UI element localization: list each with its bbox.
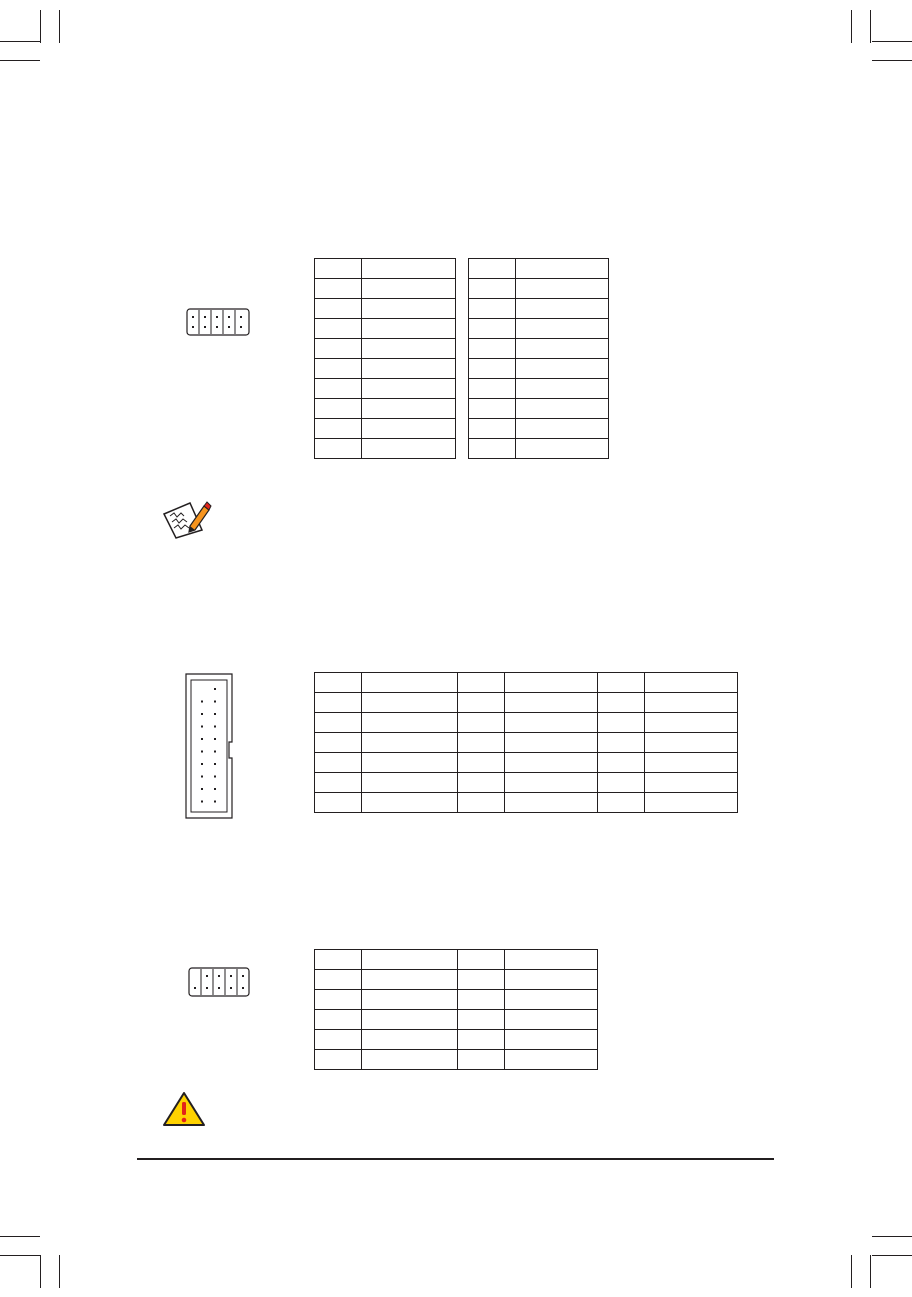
pin-definition-cell <box>505 773 598 793</box>
pin-definition-cell <box>645 753 738 773</box>
pin-number-cell <box>315 439 362 459</box>
pin-number-cell <box>469 279 516 299</box>
pin-definition-cell <box>362 970 458 990</box>
pin-header-2x10-diagram <box>184 672 234 820</box>
pin-number-cell <box>315 950 362 970</box>
header-pin <box>201 701 203 703</box>
pin-number-cell <box>458 1010 505 1030</box>
pin-definition-cell <box>505 1050 598 1070</box>
pin-number-cell <box>315 399 362 419</box>
pin-number-cell <box>458 990 505 1010</box>
pin-definition-cell <box>505 693 598 713</box>
pin-number-cell <box>315 793 362 813</box>
pin-number-cell <box>315 319 362 339</box>
pin-number-cell <box>598 733 645 753</box>
pin-number-cell <box>598 753 645 773</box>
pin-number-cell <box>598 793 645 813</box>
pin-definition-cell <box>516 439 609 459</box>
pin-number-cell <box>315 259 362 279</box>
pin-number-cell <box>458 1050 505 1070</box>
pin-definition-cell <box>362 713 458 733</box>
pin-definition-cell <box>645 733 738 753</box>
pin-definition-cell <box>505 1010 598 1030</box>
pin-definition-cell <box>516 259 609 279</box>
pin-definition-cell <box>362 279 456 299</box>
header-pin <box>214 788 216 790</box>
pin-definition-cell <box>645 773 738 793</box>
pin-definition-cell <box>362 1030 458 1050</box>
pin-table-right <box>468 258 609 459</box>
table-row <box>469 419 609 439</box>
pin-definition-cell <box>516 319 609 339</box>
pin-definition-cell <box>362 773 458 793</box>
pin-number-cell <box>469 319 516 339</box>
table-row <box>315 279 456 299</box>
table-row <box>469 439 609 459</box>
table-row <box>315 399 456 419</box>
pin-number-cell <box>469 439 516 459</box>
pin-definition-cell <box>505 713 598 733</box>
pin-definition-cell <box>516 299 609 319</box>
table-row <box>315 773 738 793</box>
pin-number-cell <box>458 950 505 970</box>
table-row <box>469 399 609 419</box>
warning-triangle-icon <box>161 1090 207 1128</box>
pin-definition-cell <box>516 419 609 439</box>
pin-number-cell <box>458 773 505 793</box>
note-pencil-icon <box>160 500 212 540</box>
table-row <box>315 319 456 339</box>
table-row <box>469 279 609 299</box>
header-pin <box>201 763 203 765</box>
pin-number-cell <box>458 793 505 813</box>
table-row <box>315 753 738 773</box>
pin-definition-cell <box>362 793 458 813</box>
pin-number-cell <box>315 279 362 299</box>
header-pin <box>214 726 216 728</box>
pin-number-cell <box>458 753 505 773</box>
pin-number-cell <box>458 733 505 753</box>
pin-number-cell <box>315 733 362 753</box>
pin-number-cell <box>598 713 645 733</box>
table-row <box>315 379 456 399</box>
pin-definition-cell <box>516 339 609 359</box>
header-pin <box>201 788 203 790</box>
pin-definition-cell <box>362 673 458 693</box>
pin-definition-cell <box>645 713 738 733</box>
pin-number-cell <box>458 970 505 990</box>
pin-number-cell <box>315 419 362 439</box>
header-pin <box>214 701 216 703</box>
pin-number-cell <box>315 359 362 379</box>
pin-definition-cell <box>362 439 456 459</box>
table-row <box>315 990 598 1010</box>
pin-definition-cell <box>505 990 598 1010</box>
pin-definition-cell <box>362 399 456 419</box>
footer-rule <box>137 1158 774 1160</box>
pin-definition-cell <box>516 359 609 379</box>
table-row <box>469 339 609 359</box>
pin-definition-cell <box>516 379 609 399</box>
pin-number-cell <box>598 693 645 713</box>
pin-number-cell <box>469 339 516 359</box>
pin-definition-cell <box>505 950 598 970</box>
pin-definition-cell <box>645 673 738 693</box>
table-row <box>315 793 738 813</box>
header-pin <box>201 801 203 803</box>
table-row <box>315 733 738 753</box>
pin-number-cell <box>315 713 362 733</box>
table-row <box>469 299 609 319</box>
pin-definition-cell <box>505 733 598 753</box>
header-pin <box>214 801 216 803</box>
table-row <box>315 673 738 693</box>
pin-definition-cell <box>505 1030 598 1050</box>
pin-definition-cell <box>362 339 456 359</box>
pin-number-cell <box>598 773 645 793</box>
header-pin <box>214 751 216 753</box>
pin-definition-cell <box>362 990 458 1010</box>
table-row <box>315 359 456 379</box>
pin-definition-cell <box>516 279 609 299</box>
pin-number-cell <box>315 693 362 713</box>
pin-definition-cell <box>505 793 598 813</box>
header-pin <box>214 738 216 740</box>
table-row <box>315 339 456 359</box>
pin-number-cell <box>315 299 362 319</box>
pin-number-cell <box>315 1030 362 1050</box>
table-row <box>315 950 598 970</box>
table-row <box>469 319 609 339</box>
header-pin <box>201 738 203 740</box>
pin-number-cell <box>315 970 362 990</box>
pin-definition-cell <box>505 970 598 990</box>
pin-definition-cell <box>362 419 456 439</box>
pin-number-cell <box>458 713 505 733</box>
pin-number-cell <box>469 259 516 279</box>
pin-number-cell <box>315 339 362 359</box>
table-row <box>315 419 456 439</box>
header-pin <box>214 763 216 765</box>
pin-table-2col <box>314 949 598 1070</box>
pin-number-cell <box>469 359 516 379</box>
pin-number-cell <box>315 1050 362 1070</box>
table-row <box>315 970 598 990</box>
pin-number-cell <box>315 673 362 693</box>
pin-definition-cell <box>362 259 456 279</box>
table-row <box>315 1010 598 1030</box>
pin-definition-cell <box>516 399 609 419</box>
pin-number-cell <box>315 773 362 793</box>
pin-header-2x5-diagram <box>188 967 250 997</box>
pin-definition-cell <box>645 793 738 813</box>
pin-definition-cell <box>362 379 456 399</box>
pin-number-cell <box>315 990 362 1010</box>
pin-definition-cell <box>362 733 458 753</box>
table-row <box>469 259 609 279</box>
header-pin <box>214 688 216 690</box>
pin-number-cell <box>315 379 362 399</box>
table-row <box>315 299 456 319</box>
pin-number-cell <box>469 299 516 319</box>
pin-definition-cell <box>505 673 598 693</box>
header-pin <box>214 713 216 715</box>
table-row <box>315 439 456 459</box>
pin-definition-cell <box>362 753 458 773</box>
header-pin <box>201 726 203 728</box>
pin-definition-cell <box>505 753 598 773</box>
pin-number-cell <box>598 673 645 693</box>
pin-definition-cell <box>362 1010 458 1030</box>
table-row <box>315 693 738 713</box>
pin-definition-cell <box>362 359 456 379</box>
table-row <box>315 259 456 279</box>
pin-number-cell <box>469 419 516 439</box>
pin-number-cell <box>315 753 362 773</box>
pin-definition-cell <box>362 950 458 970</box>
pin-number-cell <box>458 693 505 713</box>
header-pin <box>201 776 203 778</box>
pin-definition-cell <box>362 319 456 339</box>
header-pin <box>201 713 203 715</box>
pin-table-3col <box>314 672 738 813</box>
table-row <box>315 1030 598 1050</box>
pin-number-cell <box>458 673 505 693</box>
pin-definition-cell <box>362 1050 458 1070</box>
pin-definition-cell <box>362 299 456 319</box>
header-pin <box>201 751 203 753</box>
table-row <box>469 359 609 379</box>
pin-number-cell <box>315 1010 362 1030</box>
pin-definition-cell <box>645 693 738 713</box>
header-pin <box>214 776 216 778</box>
pin-number-cell <box>458 1030 505 1050</box>
pin-table-left <box>314 258 456 459</box>
pin-number-cell <box>469 379 516 399</box>
table-row <box>469 379 609 399</box>
pin-definition-cell <box>362 693 458 713</box>
pin-header-2x5-diagram <box>186 308 250 336</box>
table-row <box>315 713 738 733</box>
pin-number-cell <box>469 399 516 419</box>
table-row <box>315 1050 598 1070</box>
